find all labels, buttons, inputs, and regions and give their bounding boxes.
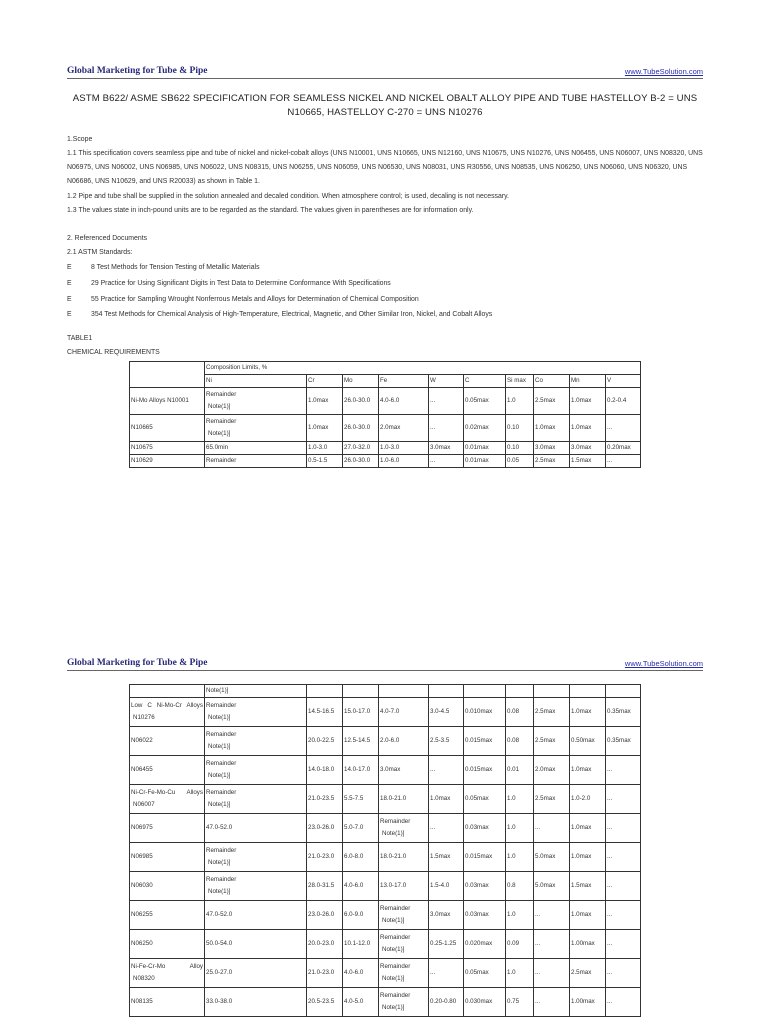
table-cell: ... <box>606 930 641 959</box>
table-cell <box>606 685 641 698</box>
column-header: Mn <box>570 375 606 388</box>
table-cell: 0.10 <box>506 415 534 442</box>
table-cell: 0.015max <box>464 756 506 785</box>
header-rule <box>67 670 703 671</box>
table-cell: 0.01max <box>464 442 506 455</box>
table-cell: 0.01max <box>464 455 506 468</box>
table-cell: 2.5-3.5 <box>429 727 464 756</box>
table-cell: ... <box>606 455 641 468</box>
alloy-cell: N06022 <box>130 727 205 756</box>
table-cell: 1.5max <box>570 455 606 468</box>
table-cell: 3.0max <box>570 442 606 455</box>
table-cell: 1.0max <box>307 415 343 442</box>
table-cell: 50.0-54.0 <box>205 930 307 959</box>
table-cell: Remainder Note(1)] <box>205 785 307 814</box>
table-cell: 23.0-26.0 <box>307 901 343 930</box>
table-cell: 2.0max <box>534 756 570 785</box>
table-cell: Remainder Note(1)] <box>205 698 307 727</box>
table-cell: 2.5max <box>570 959 606 988</box>
table-row <box>130 959 641 988</box>
reference-item: E 29 Practice for Using Significant Digits in Test Data to Determine Conformance With Specifications <box>67 280 391 287</box>
table-row <box>130 843 641 872</box>
table-cell: 1.0max <box>570 698 606 727</box>
table-cell: 14.5-16.5 <box>307 698 343 727</box>
table-cell: 0.03max <box>464 814 506 843</box>
table-cell: 0.030max <box>464 988 506 1017</box>
table-cell: 0.05max <box>464 959 506 988</box>
table-cell: 1.0max <box>570 415 606 442</box>
table-label: TABLE1 <box>67 335 93 342</box>
table-cell: 2.0-6.0 <box>379 727 429 756</box>
table-cell: Remainder Note(1)] <box>379 814 429 843</box>
table-cell: ... <box>534 901 570 930</box>
table-row <box>130 727 641 756</box>
table-cell: ... <box>429 814 464 843</box>
brand-name: Global Marketing for Tube & Pipe <box>67 658 208 668</box>
table-cell: 1.5-4.0 <box>429 872 464 901</box>
header-corner-cell <box>130 362 205 388</box>
scope-heading: 1.Scope <box>67 136 93 143</box>
table-cell: 0.09 <box>506 930 534 959</box>
table-cell: 0.20max <box>606 442 641 455</box>
table-cell: 1.0-2.0 <box>570 785 606 814</box>
table-cell: ... <box>534 814 570 843</box>
table-cell: 20.0-23.0 <box>307 930 343 959</box>
alloy-cell: N06030 <box>130 872 205 901</box>
alloy-cell: N06985 <box>130 843 205 872</box>
table-cell: 5.0max <box>534 872 570 901</box>
table-cell: 0.20-0.80 <box>429 988 464 1017</box>
table-cell: 1.0max <box>570 814 606 843</box>
table-cell: Remainder Note(1)] <box>205 756 307 785</box>
table-cell: 1.5max <box>429 843 464 872</box>
table-cell: 1.00max <box>570 930 606 959</box>
column-header: Fe <box>379 375 429 388</box>
table-cell: 4.0-6.0 <box>343 959 379 988</box>
column-header: W <box>429 375 464 388</box>
table-cell <box>429 685 464 698</box>
column-header: Si max <box>506 375 534 388</box>
table-cell: 5.0max <box>534 843 570 872</box>
table-cell: 0.35max <box>606 727 641 756</box>
table-cell <box>307 685 343 698</box>
alloy-cell: N06255 <box>130 901 205 930</box>
table-cell: 26.0-30.0 <box>343 455 379 468</box>
table-cell: Remainder Note(1)] <box>379 901 429 930</box>
composition-header: Composition Limits, % <box>205 362 641 375</box>
table-cell: 18.0-21.0 <box>379 785 429 814</box>
page-header <box>67 66 703 80</box>
table-cell: 1.0max <box>534 415 570 442</box>
table-cell: ... <box>606 756 641 785</box>
table-cell: ... <box>606 814 641 843</box>
column-header-row <box>130 375 641 388</box>
table-cell: 1.0 <box>506 814 534 843</box>
table-cell: ... <box>534 988 570 1017</box>
table-cell: 26.0-30.0 <box>343 388 379 415</box>
table-cell: ... <box>429 388 464 415</box>
column-header: Mo <box>343 375 379 388</box>
table-cell: ... <box>534 959 570 988</box>
table-row <box>130 988 641 1017</box>
alloy-cell: N06975 <box>130 814 205 843</box>
table-cell: 6.0-9.0 <box>343 901 379 930</box>
table-cell: 14.0-18.0 <box>307 756 343 785</box>
alloy-cell: N06455 <box>130 756 205 785</box>
table-cell: 1.0max <box>570 756 606 785</box>
brand-name: Global Marketing for Tube & Pipe <box>67 66 208 76</box>
table-cell: 47.0-52.0 <box>205 814 307 843</box>
table-cell: Remainder Note(1)] <box>205 843 307 872</box>
table-row <box>130 455 641 468</box>
table-cell <box>343 685 379 698</box>
table-cell: 0.75 <box>506 988 534 1017</box>
table-cell: 1.0max <box>570 388 606 415</box>
alloy-cell: N10665 <box>130 415 205 442</box>
chemical-requirements-table-continued <box>129 684 641 1017</box>
table-cell: 2.5max <box>534 785 570 814</box>
table-cell: 0.03max <box>464 901 506 930</box>
table-cell: ... <box>606 959 641 988</box>
table-cell: 26.0-30.0 <box>343 415 379 442</box>
table-cell: 0.05 <box>506 455 534 468</box>
table-cell: ... <box>606 843 641 872</box>
table-cell: 21.0-23.0 <box>307 959 343 988</box>
table-cell: 1.0max <box>429 785 464 814</box>
table-cell: 0.8 <box>506 872 534 901</box>
table-cell: 5.5-7.5 <box>343 785 379 814</box>
chemical-requirements-table <box>129 361 641 468</box>
table-cell: 1.0-3.0 <box>307 442 343 455</box>
table-cell: 0.015max <box>464 843 506 872</box>
table-cell: 4.0-7.0 <box>379 698 429 727</box>
page-header-2 <box>67 658 703 672</box>
table-cell: 4.0-5.0 <box>343 988 379 1017</box>
reference-item: E 8 Test Methods for Tension Testing of Metallic Materials <box>67 264 260 271</box>
table-cell: 0.35max <box>606 698 641 727</box>
table-cell: 0.50max <box>570 727 606 756</box>
table-row <box>130 785 641 814</box>
table-cell: 6.0-8.0 <box>343 843 379 872</box>
table-cell: 1.0-3.0 <box>379 442 429 455</box>
table-cell: 1.5max <box>570 872 606 901</box>
reference-item: E 55 Practice for Sampling Wrought Nonferrous Metals and Alloys for Determination of Chemical Composition <box>67 296 419 303</box>
table-cell: 10.1-12.0 <box>343 930 379 959</box>
alloy-cell: N08135 <box>130 988 205 1017</box>
table-cell: 0.010max <box>464 698 506 727</box>
table-cell: 23.0-26.0 <box>307 814 343 843</box>
table-cell: ... <box>429 756 464 785</box>
scope-paragraph-3: 1.3 The values state in inch-pound units are to be regarded as the standard. The values given in parentheses are for information only. <box>67 207 474 214</box>
table-cell: 13.0-17.0 <box>379 872 429 901</box>
table-cell: 21.0-23.5 <box>307 785 343 814</box>
table-cell <box>506 685 534 698</box>
table-cell: 27.0-32.0 <box>343 442 379 455</box>
table-cell: 0.05max <box>464 785 506 814</box>
table-cell: 4.0-6.0 <box>379 388 429 415</box>
table-cell: 1.0max <box>307 388 343 415</box>
table-cell: 4.0-6.0 <box>343 872 379 901</box>
table-cell: ... <box>606 872 641 901</box>
header-rule <box>67 78 703 79</box>
table-row <box>130 698 641 727</box>
table-cell: Note(1)] <box>205 685 307 698</box>
table-cell: 20.0-22.5 <box>307 727 343 756</box>
table-cell: 1.0 <box>506 785 534 814</box>
table-cell: Remainder Note(1)] <box>205 415 307 442</box>
table-cell: ... <box>606 901 641 930</box>
table-cell: 20.5-23.5 <box>307 988 343 1017</box>
column-header: Co <box>534 375 570 388</box>
alloy-cell: Ni-Cr-Fe-Mo-Cu Alloys N06007 <box>130 785 205 814</box>
table-cell: 18.0-21.0 <box>379 843 429 872</box>
table-row <box>130 872 641 901</box>
table-cell: 0.03max <box>464 872 506 901</box>
table-cell: 2.0max <box>379 415 429 442</box>
table-cell: 1.0max <box>570 901 606 930</box>
alloy-cell: N10629 <box>130 455 205 468</box>
table-cell: 1.00max <box>570 988 606 1017</box>
table-cell: ... <box>429 455 464 468</box>
table-cell: 0.02max <box>464 415 506 442</box>
table-cell: 14.0-17.0 <box>343 756 379 785</box>
table-cell: 0.08 <box>506 698 534 727</box>
table-cell: 5.0-7.0 <box>343 814 379 843</box>
table-cell: 21.0-23.0 <box>307 843 343 872</box>
table-cell <box>130 685 205 698</box>
table-cell: 0.25-1.25 <box>429 930 464 959</box>
alloy-cell: Low C Ni-Mo-Cr Alloys N10276 <box>130 698 205 727</box>
table-cell: 33.0-38.0 <box>205 988 307 1017</box>
table-row <box>130 388 641 415</box>
table-cell: 1.0 <box>506 901 534 930</box>
table-cell: 3.0-4.5 <box>429 698 464 727</box>
table-cell: 1.0 <box>506 959 534 988</box>
table-cell: 3.0max <box>379 756 429 785</box>
table-cell: 1.0max <box>570 843 606 872</box>
reference-item: E 354 Test Methods for Chemical Analysis of High-Temperature, Electrical, Magnetic, and Other Similar Iron, Nickel, and Cobalt Alloys <box>67 311 493 318</box>
table-cell: ... <box>606 415 641 442</box>
alloy-cell: N06250 <box>130 930 205 959</box>
references-subheading: 2.1 ASTM Standards: <box>67 249 133 256</box>
table-cell: Remainder Note(1)] <box>379 959 429 988</box>
table-row <box>130 930 641 959</box>
table-cell <box>379 685 429 698</box>
table-cell: ... <box>429 415 464 442</box>
table-cell: 1.0-6.0 <box>379 455 429 468</box>
table-cell: Remainder Note(1)] <box>205 388 307 415</box>
table-cell: 0.01 <box>506 756 534 785</box>
table-cell: 3.0max <box>429 901 464 930</box>
table-cell: 1.0 <box>506 843 534 872</box>
website-link[interactable]: www.TubeSolution.com <box>624 67 703 76</box>
table-cell: ... <box>429 959 464 988</box>
table-cell: Remainder <box>205 455 307 468</box>
table-cell: 0.020max <box>464 930 506 959</box>
table-row <box>130 415 641 442</box>
table-cell: 0.2-0.4 <box>606 388 641 415</box>
table-cell: 0.015max <box>464 727 506 756</box>
table-row <box>130 442 641 455</box>
table-row <box>130 814 641 843</box>
table-cell: Remainder Note(1)] <box>379 988 429 1017</box>
column-header: V <box>606 375 641 388</box>
scope-paragraph-1: 1.1 This specification covers seamless pipe and tube of nickel and nickel-cobalt alloys (UNS N10001, UNS N10665, UNS N12160, UNS N10675, UNS N10276, UNS N06455, UNS N06007, UNS N08320, UNS N06975, UNS N06002, UNS N06985, UNS N06022, UNS N08315, UNS N06255, UNS N06059, UNS N06530, UNS N08031, UNS R30556, UNS N08535, UNS N06250, UNS N06060, UNS N06320, UNS N06686, UNS N10629, and UNS R20033) as shown in Table 1. <box>67 150 703 186</box>
table-cell: 3.0max <box>534 442 570 455</box>
table-title: CHEMICAL REQUIREMENTS <box>67 349 160 356</box>
table-cell: 25.0-27.0 <box>205 959 307 988</box>
table-cell: 0.05max <box>464 388 506 415</box>
table-cell: 65.0min <box>205 442 307 455</box>
table-cell: 2.5max <box>534 727 570 756</box>
table-cell: 1.0 <box>506 388 534 415</box>
continuation-row <box>130 685 641 698</box>
table-row <box>130 756 641 785</box>
table-cell: ... <box>606 785 641 814</box>
table-cell: 15.0-17.0 <box>343 698 379 727</box>
table-cell <box>464 685 506 698</box>
table-cell: 2.5max <box>534 698 570 727</box>
scope-paragraph-2: 1.2 Pipe and tube shall be supplied in the solution annealed and decaled condition. When atmosphere control; is used, decaling is not necessary. <box>67 193 509 200</box>
table-cell: Remainder Note(1)] <box>205 727 307 756</box>
table-cell: 28.0-31.5 <box>307 872 343 901</box>
website-link[interactable]: www.TubeSolution.com <box>624 659 703 668</box>
table-cell: 12.5-14.5 <box>343 727 379 756</box>
column-header: Cr <box>307 375 343 388</box>
table-cell: ... <box>534 930 570 959</box>
table-cell: Remainder Note(1)] <box>205 872 307 901</box>
table-cell: 2.5max <box>534 455 570 468</box>
table-cell: 47.0-52.0 <box>205 901 307 930</box>
references-heading: 2. Referenced Documents <box>67 235 148 242</box>
table-cell <box>534 685 570 698</box>
table-cell: Remainder Note(1)] <box>379 930 429 959</box>
table-cell: 0.10 <box>506 442 534 455</box>
document-title: ASTM B622/ ASME SB622 SPECIFICATION FOR SEAMLESS NICKEL AND NICKEL OBALT ALLOY PIPE AND TUBE HASTELLOY B-2 = UNS N10665, HASTELLOY C-270 = UNS N10276 <box>72 93 698 118</box>
table-row <box>130 901 641 930</box>
column-header: Ni <box>205 375 307 388</box>
column-header: C <box>464 375 506 388</box>
table-header-row <box>130 362 641 375</box>
table-cell: 0.5-1.5 <box>307 455 343 468</box>
table-cell: 0.08 <box>506 727 534 756</box>
table-cell: ... <box>606 988 641 1017</box>
table-cell: 3.0max <box>429 442 464 455</box>
alloy-cell: Ni-Fe-Cr-Mo Alloy N08320 <box>130 959 205 988</box>
alloy-cell: N10675 <box>130 442 205 455</box>
table-cell: 2.5max <box>534 388 570 415</box>
table-cell <box>570 685 606 698</box>
alloy-cell: Ni-Mo Alloys N10001 <box>130 388 205 415</box>
